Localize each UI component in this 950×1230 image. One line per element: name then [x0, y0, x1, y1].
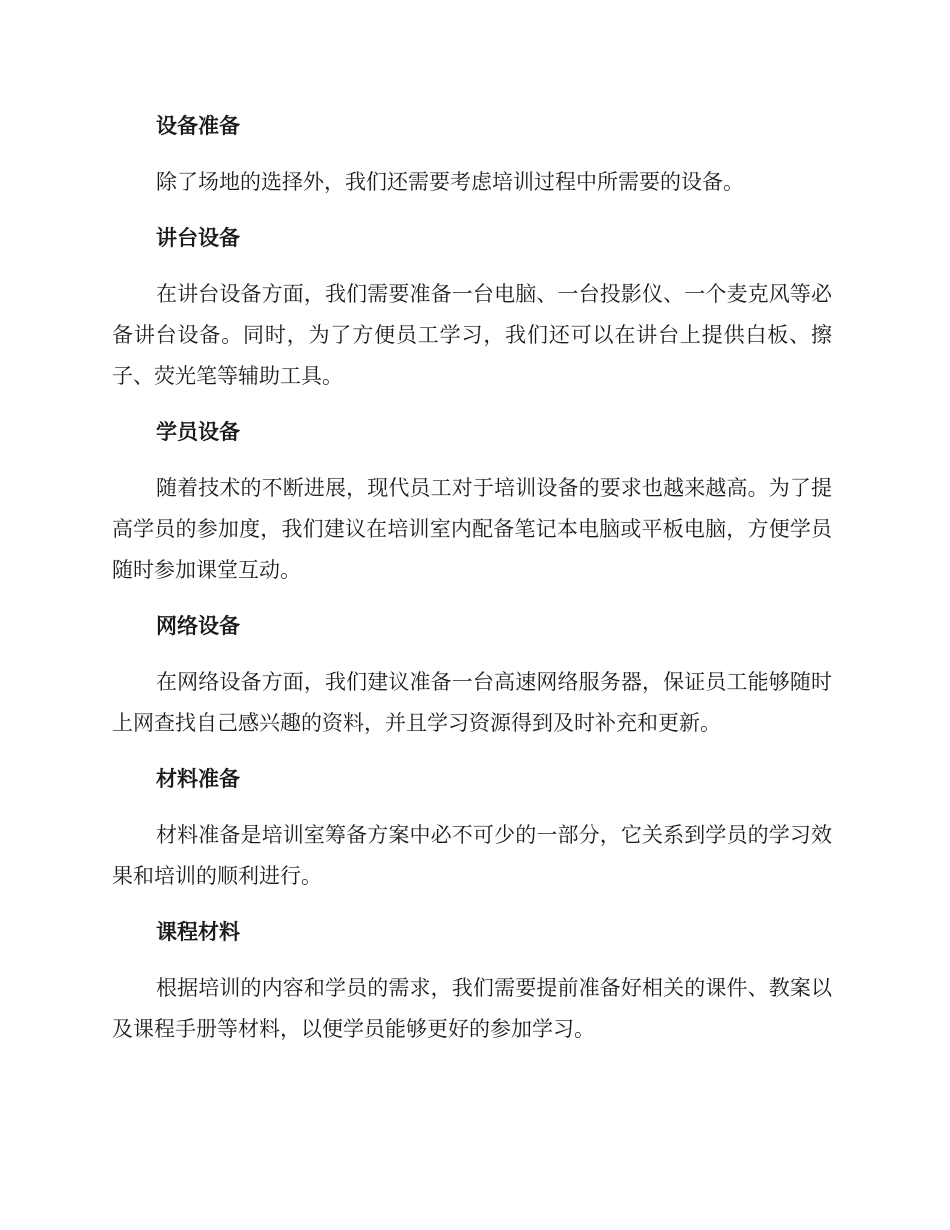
section-course-materials — [112, 914, 832, 1050]
section-network-equipment — [112, 608, 832, 744]
section-paragraph: 在讲台设备方面，我们需要准备一台电脑、一台投影仪、一个麦克风等必备讲台设备。同时，为了方便员工学习，我们还可以在讲台上提供白板、擦子、荧光笔等辅助工具。 — [112, 282, 832, 388]
section-equipment-preparation — [112, 108, 832, 203]
section-heading: 课程材料 — [156, 920, 240, 944]
section-paragraph: 材料准备是培训室筹备方案中必不可少的一部分，它关系到学员的学习效果和培训的顺利进行。 — [112, 823, 832, 888]
section-heading: 讲台设备 — [156, 226, 240, 250]
section-heading: 网络设备 — [156, 614, 240, 638]
section-podium-equipment — [112, 220, 832, 397]
section-heading: 材料准备 — [156, 767, 240, 791]
section-material-preparation — [112, 761, 832, 897]
section-paragraph: 随着技术的不断进展，现代员工对于培训设备的要求也越来越高。为了提高学员的参加度，我们建议在培训室内配备笔记本电脑或平板电脑，方便学员随时参加课堂互动。 — [112, 476, 832, 582]
section-trainee-equipment — [112, 414, 832, 591]
section-heading: 学员设备 — [156, 420, 240, 444]
section-paragraph: 根据培训的内容和学员的需求，我们需要提前准备好相关的课件、教案以及课程手册等材料，以便学员能够更好的参加学习。 — [112, 976, 832, 1041]
section-heading: 设备准备 — [156, 114, 240, 138]
section-paragraph: 除了场地的选择外，我们还需要考虑培训过程中所需要的设备。 — [156, 170, 744, 194]
section-paragraph: 在网络设备方面，我们建议准备一台高速网络服务器，保证员工能够随时上网查找自己感兴趣的资料，并且学习资源得到及时补充和更新。 — [112, 670, 832, 735]
document-body — [112, 108, 832, 1067]
